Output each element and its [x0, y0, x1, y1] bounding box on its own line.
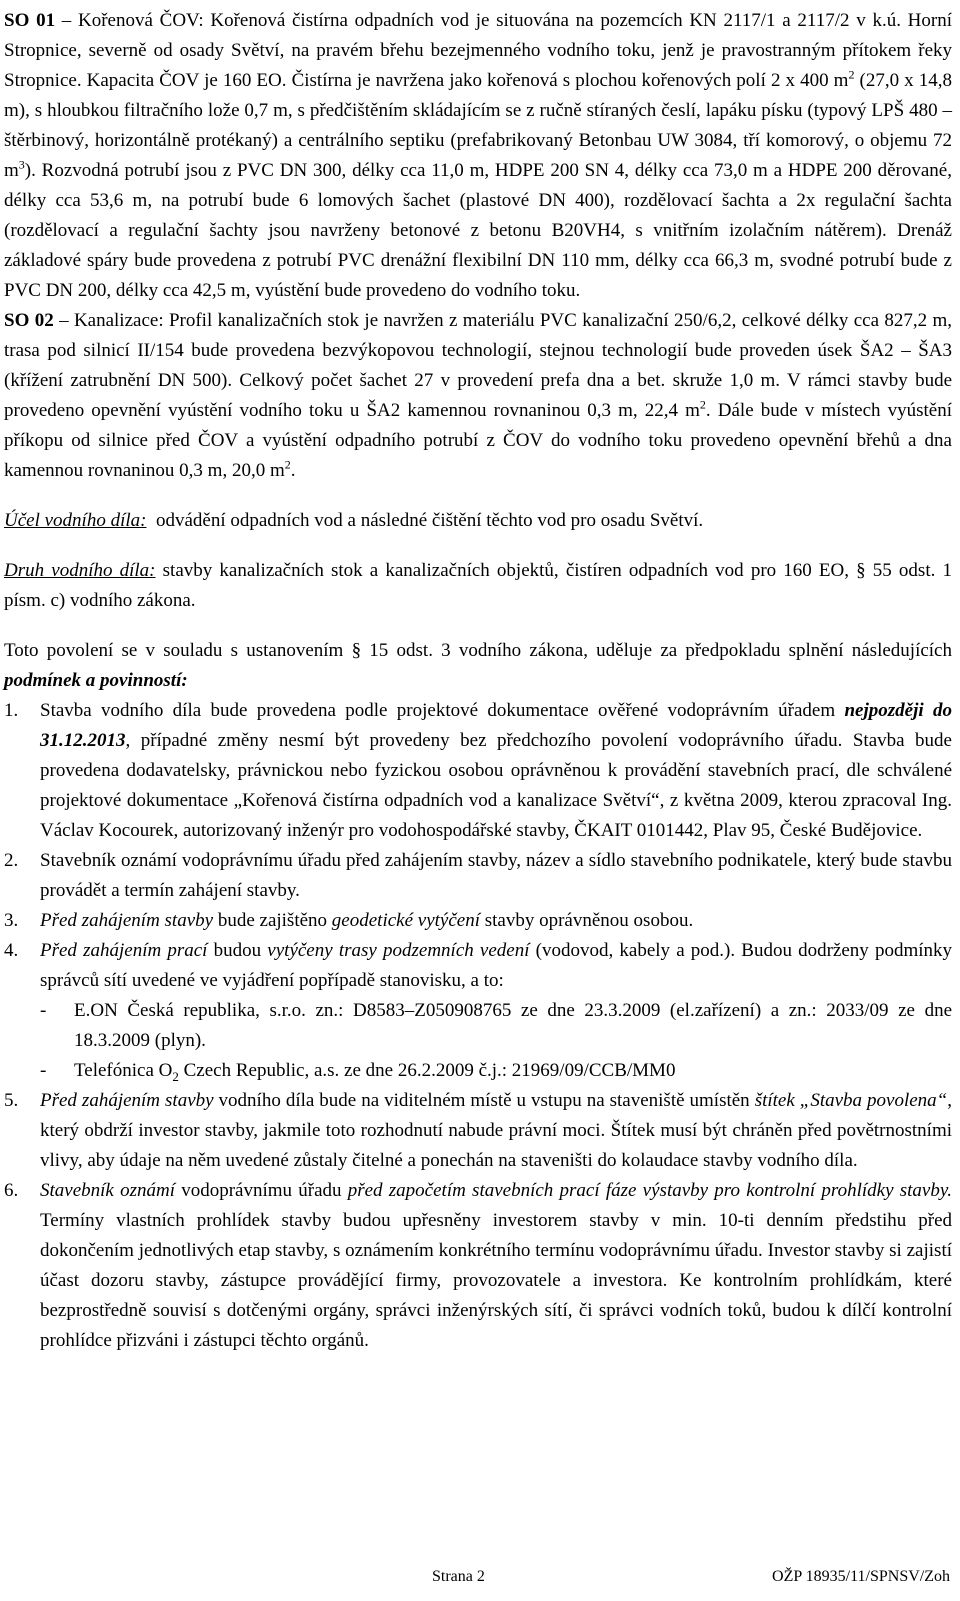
- list-item: - E.ON Česká republika, s.r.o. zn.: D8583–Z050908765 ze dne 23.3.2009 (el.zařízení) a zn.: 2033/09 ze dne 18.3.2009 (plyn).: [40, 1000, 952, 1051]
- condition-5: 5. Před zahájením stavby vodního díla bude na viditelném místě u vstupu na staveniště umístěn štítek „Stavba povolena“, který obdrží investor stavby, jakmile toto rozhodnutí nabude právní moci. Štítek musí být chráněn před povětrnostními vlivy, aby údaje na něm uvedené zůstaly čitelné a ponechán na staveništi do kolaudace stavby vodního díla.: [4, 1090, 953, 1171]
- condition-4: 4. Před zahájením prací budou vytýčeny trasy podzemních vedení (vodovod, kabely a pod.). Budou dodrženy podmínky správců sítí uvedené ve vyjádření popřípadě stanovisku, a to: - E.ON Česká republika, s.r.o. zn.: D8583–Z050908765 ze dne 23.3.2009 (el.zařízení) a zn.: 2033/09 ze dne 18.3.2009 (plyn). - Telefónica $O_2$ Czech Republic, a.s. ze dne 26.2.2009 č.j.: 21969/09/CCB/MM0: [4, 936, 952, 1086]
- condition-2: 2. Stavebník oznámí vodoprávnímu úřadu před zahájením stavby, název a sídlo stavebního podnikatele, který bude stavbu provádět a termín zahájení stavby.: [4, 850, 952, 901]
- so02-paragraph: SO 02 – Kanalizace: Profil kanalizačních stok je navržen z materiálu PVC kanalizační 250/6,2, celkové délky cca 827,2 m, trasa pod silnicí II/154 bude provedena bezvýkopovou technologií, stejnou technologií bude proveden úsek ŠA2 – ŠA3 (křížení zatrubnění DN 500). Celkový počet šachet 27 v provedení prefa dna a bet. skruže 1,0 m. V rámci stavby bude provedeno opevnění vyústění vodního toku u ŠA2 kamennou rovnaninou 0,3 m, 22,4 $m^2$. Dále bude v místech vyústění příkopu od silnice před ČOV a vyústění odpadního potrubí z ČOV do vodního toku provedeno opevnění břehů a dna kamennou rovnaninou 0,3 m, 20,0 $m^2$.: [4, 310, 952, 481]
- conditions-intro: Toto povolení se v souladu s ustanovením § 15 odst. 3 vodního zákona, uděluje za předpokladu splnění následujících podmínek a povinností:: [4, 640, 952, 691]
- deadline: nejpozději do 31.12.2013: [40, 700, 952, 751]
- conditions-list: [4, 696, 952, 1356]
- type-label: Druh vodního díla:: [4, 560, 156, 581]
- so02-label: SO 02: [4, 310, 54, 331]
- condition-1: 1. Stavba vodního díla bude provedena podle projektové dokumentace ověřené vodoprávním úřadem nejpozději do 31.12.2013, případné změny nesmí být provedeny bez předchozího povolení vodoprávního úřadu. Stavba bude provedena dodavatelsky, právnickou nebo fyzickou osobou oprávněnou k provádění stavebních prací, dle schválené projektové dokumentace „Kořenová čistírna odpadních vod a kanalizace Světví“, z května 2009, kterou zpracoval Ing. Václav Kocourek, autorizovaný inženýr pro vodohospodářské stavby, ČKAIT 0101442, Plav 95, České Budějovice.: [4, 700, 952, 841]
- purpose-label: Účel vodního díla:: [4, 510, 147, 531]
- page-number: Strana 2: [432, 1568, 485, 1585]
- document-reference: OŽP 18935/11/SPNSV/Zoh: [772, 1568, 950, 1585]
- so01-label: SO 01: [4, 10, 56, 31]
- document-page: [4, 6, 952, 1356]
- condition-3: 3. Před zahájením stavby bude zajištěno geodetické vytýčení stavby oprávněnou osobou.: [4, 910, 694, 931]
- type-paragraph: Druh vodního díla: stavby kanalizačních stok a kanalizačních objektů, čistíren odpadních vod pro 160 EO, § 55 odst. 1 písm. c) vodního zákona.: [4, 560, 952, 611]
- purpose-paragraph: Účel vodního díla: odvádění odpadních vod a následné čištění těchto vod pro osadu Světví.: [4, 510, 704, 531]
- list-item: - Telefónica $O_2$ Czech Republic, a.s. ze dne 26.2.2009 č.j.: 21969/09/CCB/MM0: [40, 1060, 676, 1084]
- condition-6: 6. Stavebník oznámí vodoprávnímu úřadu před započetím stavebních prací fáze výstavby pro kontrolní prohlídky stavby. Termíny vlastních prohlídek stavby budou upřesněny investorem stavby v min. 10-ti denním předstihu před dokončením jednotlivých etap stavby, s oznámením konkrétního termínu vodoprávnímu úřadu. Investor stavby si zajistí účast dozoru stavby, zástupce provádějící firmy, provozovatele a investora. Ke kontrolním prohlídkám, které bezprostředně souvisí s dotčenými orgány, správci inženýrských sítí, či správci vodních toků, budou k dílčí kontrolní prohlídce přizváni i zástupci těchto orgánů.: [4, 1180, 952, 1351]
- page-footer: [0, 1568, 960, 1594]
- so01-paragraph: SO 01 – Kořenová ČOV: Kořenová čistírna odpadních vod je situována na pozemcích KN 2117/1 a 2117/2 v k.ú. Horní Stropnice, severně od osady Světví, na pravém břehu bezejmenného vodního toku, jenž je pravostranným přítokem řeky Stropnice. Kapacita ČOV je 160 EO. Čistírna je navržena jako kořenová s plochou kořenových polí 2 x 400 $m^2$ (27,0 x 14,8 m), s hloubkou filtračního lože 0,7 m, s předčištěním skládajícím se z ručně stíraných česlí, lapáku písku (typový LPŠ 480 – štěrbinový, horizontálně protékaný) a centrálního septiku (prefabrikovaný Betonbau UW 3084, tří komorový, o objemu 72 $m^3$). Rozvodná potrubí jsou z PVC DN 300, délky cca 11,0 m, HDPE 200 SN 4, délky cca 73,0 m a HDPE 200 děrované, délky cca 53,6 m, na potrubí bude 6 lomových šachet (plastové DN 400), rozdělovací šachta a 2x regulační šachta (rozdělovací a regulační šachty jsou navrženy betonové z betonu B20VH4, s vnitřním izolačním nátěrem). Drenáž základové spáry bude provedena z potrubí PVC drenážní flexibilní DN 110 mm, délky cca 66,3 m, svodné potrubí bude z PVC DN 200, délky cca 42,5 m, vyústění bude provedeno do vodního toku.: [4, 10, 953, 301]
- network-operators-list: [40, 996, 952, 1086]
